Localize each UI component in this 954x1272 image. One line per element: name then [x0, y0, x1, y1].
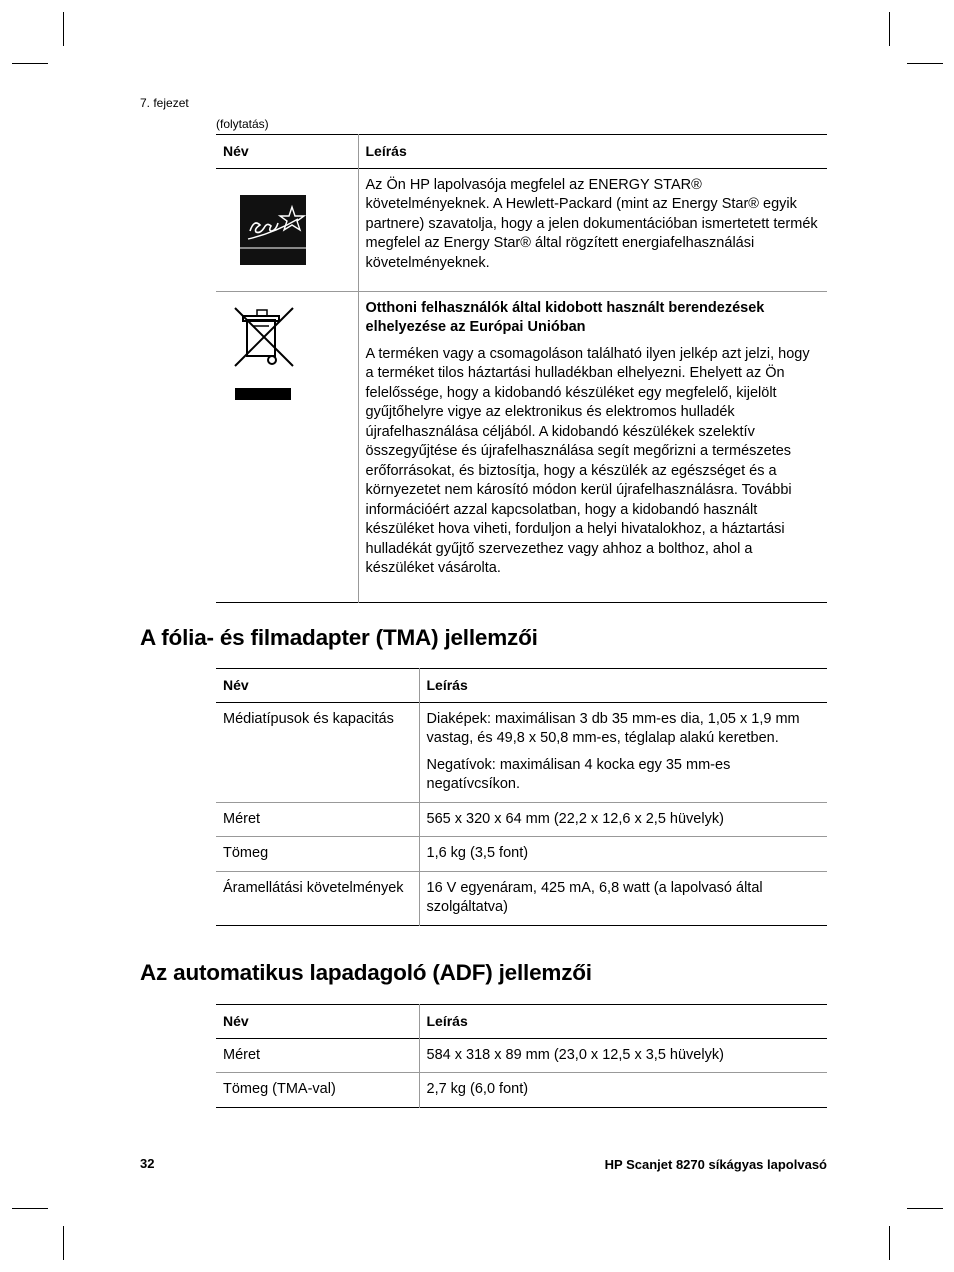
row-description: 1,6 kg (3,5 font): [426, 845, 529, 861]
row-name: Méret: [216, 802, 419, 837]
continued-label: (folytatás): [216, 117, 269, 131]
crop-mark: [63, 12, 64, 46]
column-header-description: Leírás: [365, 143, 407, 159]
row-description-text: Diaképek: maximálisan 3 db 35 mm-es dia, 1,05 x 1,9 mm vastag, és 49,8 x 50,8 mm-es, téglalap alakú keretben.: [426, 710, 800, 746]
crop-mark: [63, 1226, 64, 1260]
table-row: [216, 837, 827, 872]
tma-table: [216, 668, 827, 926]
energy-star-description: [358, 168, 827, 291]
adf-table: [216, 1004, 827, 1108]
crop-mark: [12, 63, 48, 64]
weee-cell: [216, 291, 358, 602]
row-name: Áramellátási követelmények: [216, 871, 419, 925]
energy-star-cell: [216, 168, 358, 291]
weee-description: [358, 291, 827, 602]
row-description: 16 V egyenáram, 425 mA, 6,8 watt (a lapolvasó által szolgáltatva): [426, 879, 763, 915]
row-description: 565 x 320 x 64 mm (22,2 x 12,6 x 2,5 hüvelyk): [426, 810, 724, 827]
table-row: [216, 702, 827, 802]
chapter-label: 7. fejezet: [140, 96, 189, 110]
table-row: [216, 871, 827, 925]
column-header-name: Név: [216, 1005, 419, 1039]
row-name: Tömeg (TMA-val): [216, 1073, 419, 1108]
compliance-table: [216, 134, 827, 603]
crop-mark: [907, 63, 943, 64]
column-header-description: Leírás: [426, 1013, 468, 1029]
crop-mark: [889, 12, 890, 46]
table-row: [216, 802, 827, 837]
row-name: Méret: [216, 1038, 419, 1073]
crossed-out-wheelie-bin-icon: [229, 300, 299, 400]
weee-title: Otthoni felhasználók által kidobott használt berendezések elhelyezése az Európai Unióban: [365, 299, 765, 335]
column-header-name: Név: [216, 135, 358, 169]
column-header-name: Név: [216, 669, 419, 703]
crop-mark: [889, 1226, 890, 1260]
table-row: [216, 291, 827, 602]
row-name: Tömeg: [216, 837, 419, 872]
table-row: [216, 1073, 827, 1108]
energy-star-text: Az Ön HP lapolvasója megfelel az ENERGY STAR® követelményeknek. A Hewlett-Packard (mint az Energy Star® egyik partnere) szavatolja, hogy a jelen dokumentációban ismertetett termék megfelel az Energy Star® által rögzített energiafelhasználási követelményeknek.: [365, 176, 818, 271]
page-number: 32: [140, 1156, 155, 1171]
row-description: [419, 702, 827, 802]
section-title-adf: Az automatikus lapadagoló (ADF) jellemzői: [140, 960, 592, 985]
table-header-row: [216, 1005, 827, 1039]
row-description: 584 x 318 x 89 mm (23,0 x 12,5 x 3,5 hüvelyk): [426, 1046, 724, 1063]
crop-mark: [907, 1208, 943, 1209]
row-name: Médiatípusok és kapacitás: [216, 702, 419, 802]
table-row: [216, 1038, 827, 1073]
table-header-row: [216, 135, 827, 169]
table-row: [216, 168, 827, 291]
column-header-description: Leírás: [426, 677, 468, 693]
row-description-text: Negatívok: maximálisan 4 kocka egy 35 mm-es negatívcsíkon.: [426, 756, 731, 792]
weee-text: A terméken vagy a csomagoláson található ilyen jelkép azt jelzi, hogy a terméket tilos háztartási hulladékban elhelyezni. Ehelyett az Ön felelőssége, hogy a kidobandó készüléket egy megfelelő, kijelölt gyűjtőhelyre vigye az elektronikus és elektromos hulladék újrafelhasználása céljából. A kidobandó készülékek szelektív összegyűjtése és újrafelhasználása segít megőrizni a természetes erőforrásokat, és biztosítja, hogy a készülék az egészséget és a környezetet nem károsító módon kerül újrafelhasználásra. További információért azzal kapcsolatban, hogy a kidobandó használt készüléket hova viheti, forduljon a helyi hivatalokhoz, a háztartási hulladékát gyűjtő szervezethez vagy ahhoz a bolthoz, ahol a készüléket vásárolta.: [365, 345, 810, 576]
table-header-row: [216, 669, 827, 703]
section-title-tma: A fólia- és filmadapter (TMA) jellemzői: [140, 625, 538, 650]
footer-product-name: HP Scanjet 8270 síkágyas lapolvasó: [604, 1157, 827, 1172]
crop-mark: [12, 1208, 48, 1209]
energy-star-logo-icon: [240, 195, 306, 265]
row-description: 2,7 kg (6,0 font): [426, 1081, 529, 1097]
